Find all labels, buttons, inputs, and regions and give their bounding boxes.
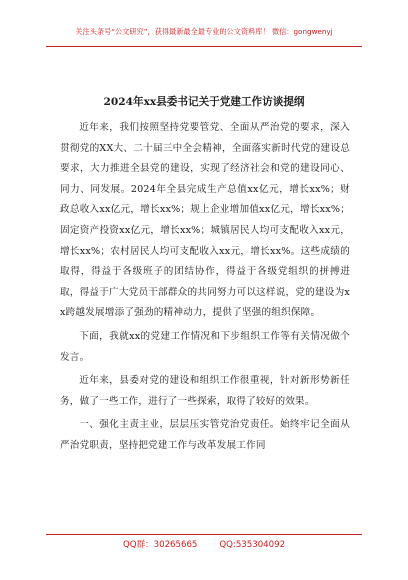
paragraph: 近年来，县委对党的建设和组织工作很重视，针对新形势新任务，做了一些工作，进行了一些探索，取得了较好的效果。: [60, 375, 350, 407]
paragraph: 下面，我就xx的党建工作情况和下步组织工作等有关情况做个发言。: [60, 330, 350, 363]
document-title: 2024年xx县委书记关于党建工作访谈提纲: [103, 96, 305, 108]
header-banner: 关注头条号“公文研究”，获得最新最全最专业的公文资料库！ 微信：gongwenyj: [75, 27, 333, 36]
document-body: [60, 118, 350, 538]
paragraph: 一、强化主责主业，层层压实管党治党责任。始终牢记全面从严治党职责，坚持把党建工作与改革发展工作同: [60, 419, 350, 451]
footer-divider: [46, 534, 362, 535]
footer-qq-group: QQ群：30265665: [122, 540, 198, 550]
paragraph: 近年来，我们按照坚持党要管党、全面从严治党的要求，深入贯彻党的XX大、二十届三中全会精神，全面落实新时代党的建设总要求，大力推进全县党的建设，实现了经济社会和党的建设同心、同力、同发展。2024年全县完成生产总值xx亿元，增长xx%；财政总收入xx亿元，增长xx%；规上企业增加值xx亿元，增长xx%；固定资产投资xx亿元，增长xx%；城镇居民人均可支配收入xx元，增长xx%；农村居民人均可支配收入xx元，增长xx%。这些成绩的取得，得益于各级班子的团结协作，得益于各级党组织的拼搏进取，得益于广大党员干部群众的共同努力可以这样说，党的建设为xx跨越发展增添了强劲的精神动力，提供了坚强的组织保障。: [60, 122, 350, 319]
header-divider: [46, 46, 362, 47]
footer-qq: QQ:535304092: [219, 540, 286, 550]
footer: [0, 538, 408, 550]
